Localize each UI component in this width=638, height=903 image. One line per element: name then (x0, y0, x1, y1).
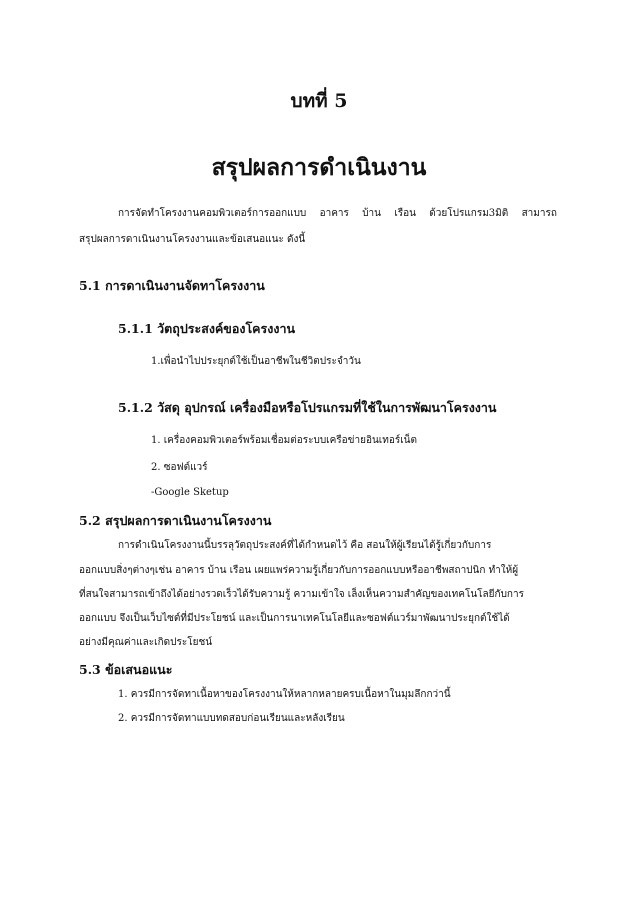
intro-line-2: สรุปผลการดาเนินงานโครงงานและข้อเสนอแนะ ดังนี้ (79, 234, 306, 245)
tool-item: -Google Sketup (151, 487, 229, 498)
intro-word: สามารถ (521, 208, 557, 219)
summary-line: อย่างมีคุณค่าและเกิดประโยชน์ (79, 637, 213, 648)
chapter-heading: บทที่ 5 (290, 90, 348, 112)
intro-word: บ้าน (362, 208, 382, 219)
intro-word: ด้วยโปรแกรม3มิติ (429, 208, 509, 219)
intro-word: การจัดทำโครงงานคอมพิวเตอร์การออกแบบ (118, 208, 307, 219)
tool-item: 2. ซอฟต์แวร์ (151, 462, 208, 473)
intro-line-1 (118, 206, 557, 221)
section-5-3-heading: 5.3 ข้อเสนอแนะ (79, 662, 173, 677)
intro-word: เรือน (394, 208, 416, 219)
section-5-1-1-heading: 5.1.1 วัตถุประสงค์ของโครงงาน (118, 321, 296, 336)
summary-line: ออกแบบสิ่งๆต่างๆเช่น อาคาร บ้าน เรือน เผยแพร่ความรู้เกี่ยวกับการออกแบบหรืออาชีพสถาปนิก ทำให้ผู้ (79, 565, 519, 576)
suggestion-item: 1. ควรมีการจัดทาเนื้อหาของโครงงานให้หลากหลายครบเนื้อหาในมุมลึกกว่านี้ (118, 689, 451, 700)
suggestion-item: 2. ควรมีการจัดทาแบบทดสอบก่อนเรียนและหลังเรียน (118, 713, 345, 724)
tool-item: 1. เครื่องคอมพิวเตอร์พร้อมเชื่อมต่อระบบเครือข่ายอินเทอร์เน็ต (151, 435, 417, 446)
chapter-title: สรุปผลการดำเนินงาน (211, 154, 427, 181)
summary-line: ออกแบบ จึงเป็นเว็บไซต์ที่มีประโยชน์ และเป็นการนาเทคโนโลยีและซอฟต์แวร์มาพัฒนาประยุกต์ใช้ได้ (79, 613, 510, 624)
summary-line: การดำเนินโครงงานนี้บรรลุวัตถุประสงค์ที่ได้กำหนดไว้ คือ สอนให้ผู้เรียนได้รู้เกี่ยวกับการ (118, 540, 492, 551)
objective-item: 1.เพื่อนำไปประยุกต์ใช้เป็นอาชีพในชีวิตประจำวัน (151, 356, 361, 367)
section-5-2-heading: 5.2 สรุปผลการดาเนินงานโครงงาน (79, 513, 272, 528)
section-5-1-2-heading: 5.1.2 วัสดุ อุปกรณ์ เครื่องมือหรือโปรแกรมที่ใช้ในการพัฒนาโครงงาน (118, 400, 497, 415)
section-5-1-heading: 5.1 การดาเนินงานจัดทาโครงงาน (79, 278, 265, 293)
intro-word: อาคาร (319, 208, 349, 219)
summary-line: ที่สนใจสามารถเข้าถึงได้อย่างรวดเร็วได้รับความรู้ ความเข้าใจ เล็งเห็นความสำคัญของเทคโนโลยีกับการ (79, 589, 524, 600)
